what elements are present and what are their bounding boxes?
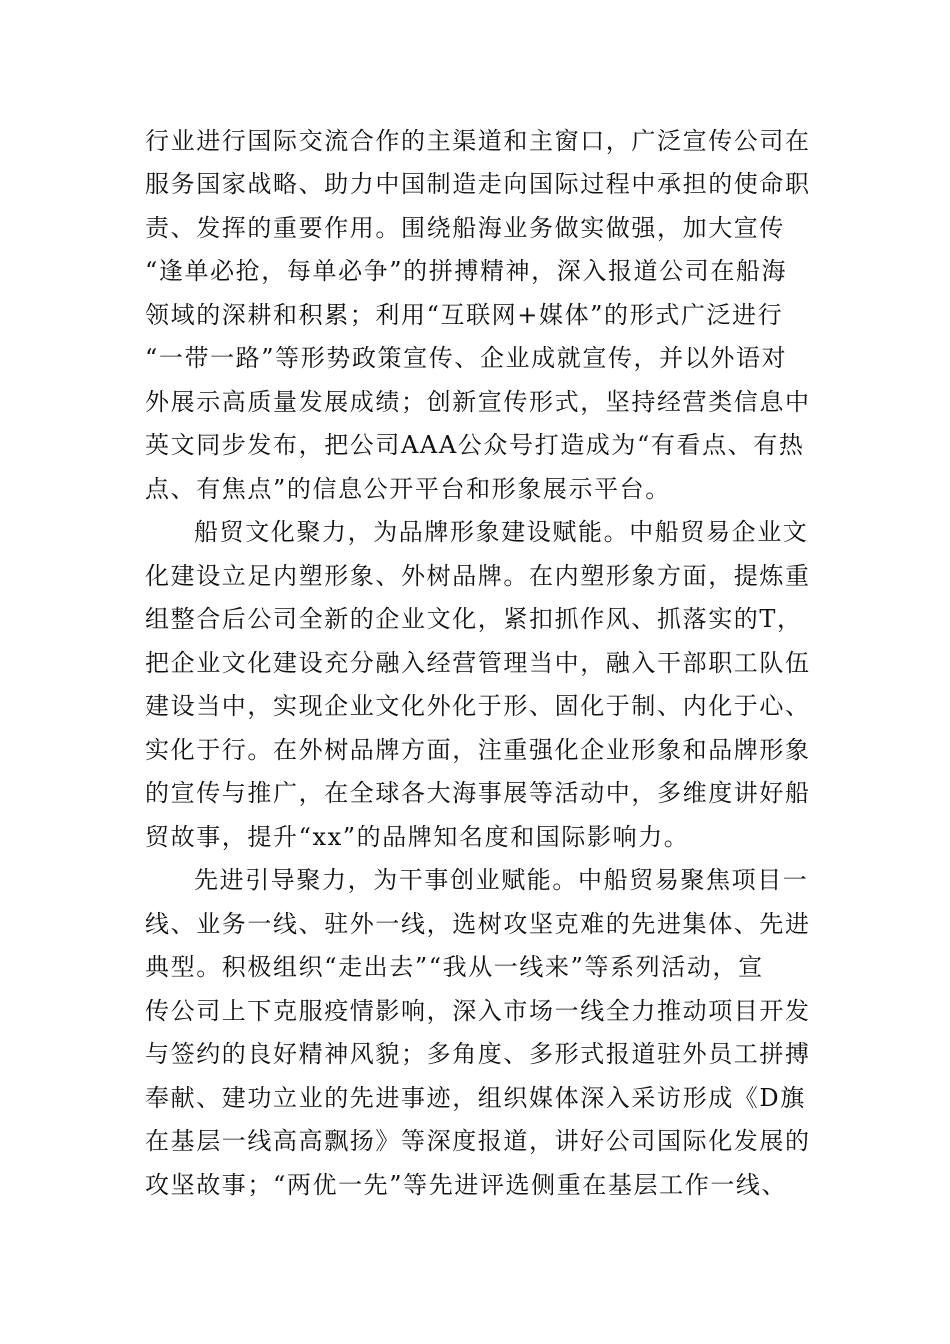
text-line: 奉献、建功立业的先进事迹，组织媒体深入采访形成《D旗 (145, 1084, 806, 1112)
text-line: 行业进行国际交流合作的主渠道和主窗口，广泛宣传公司在 (145, 127, 811, 155)
text-line: “逢单必抢，每单必争”的拼搏精神，深入报道公司在船海 (145, 257, 788, 285)
text-line: 贸故事，提升“xx”的品牌知名度和国际影响力。 (145, 823, 690, 851)
text-line: 责、发挥的重要作用。围绕船海业务做实做强，加大宣传 (145, 214, 785, 242)
paragraph-start-line: 船贸文化聚力，为品牌形象建设赋能。中船贸易企业文 (194, 518, 809, 546)
paragraph-start-line: 先进引导聚力，为干事创业赋能。中船贸易聚焦项目一 (194, 866, 809, 894)
text-line: 与签约的良好精神风貌；多角度、多形式报道驻外员工拼搏 (145, 1040, 811, 1068)
text-line: 服务国家战略、助力中国制造走向国际过程中承担的使命职 (145, 170, 811, 198)
text-line: 组整合后公司全新的企业文化，紧扣抓作风、抓落实的T， (145, 605, 803, 633)
text-line: 实化于行。在外树品牌方面，注重强化企业形象和品牌形象 (145, 736, 811, 764)
text-line: 领域的深耕和积累；利用“互联网+媒体”的形式广泛进行 (145, 301, 784, 329)
text-line: 的宣传与推广，在全球各大海事展等活动中，多维度讲好船 (145, 779, 811, 807)
text-line: 化建设立足内塑形象、外树品牌。在内塑形象方面，提炼重 (145, 562, 811, 590)
text-line: 传公司上下克服疫情影响，深入市场一线全力推动项目开发 (145, 997, 811, 1025)
text-line: 典型。积极组织“走出去”“我从一线来”等系列活动，宣 (145, 953, 764, 981)
text-line: 线、业务一线、驻外一线，选树攻坚克难的先进集体、先进 (145, 910, 811, 938)
text-line: 英文同步发布，把公司AAA公众号打造成为“有看点、有热 (145, 431, 805, 459)
text-line: 外展示高质量发展成绩；创新宣传形式，坚持经营类信息中 (145, 388, 811, 416)
text-line: 攻坚故事；“两优一先”等先进评选侧重在基层工作一线、 (145, 1171, 788, 1199)
text-line: 建设当中，实现企业文化外化于形、固化于制、内化于心、 (145, 692, 811, 720)
text-line: “一带一路”等形势政策宣传、企业成就宣传，并以外语对 (145, 344, 788, 372)
text-line: 在基层一线高高飘扬》等深度报道，讲好公司国际化发展的 (145, 1127, 811, 1155)
text-line: 点、有焦点”的信息公开平台和形象展示平台。 (145, 475, 671, 503)
text-line: 把企业文化建设充分融入经营管理当中，融入干部职工队伍 (145, 649, 811, 677)
